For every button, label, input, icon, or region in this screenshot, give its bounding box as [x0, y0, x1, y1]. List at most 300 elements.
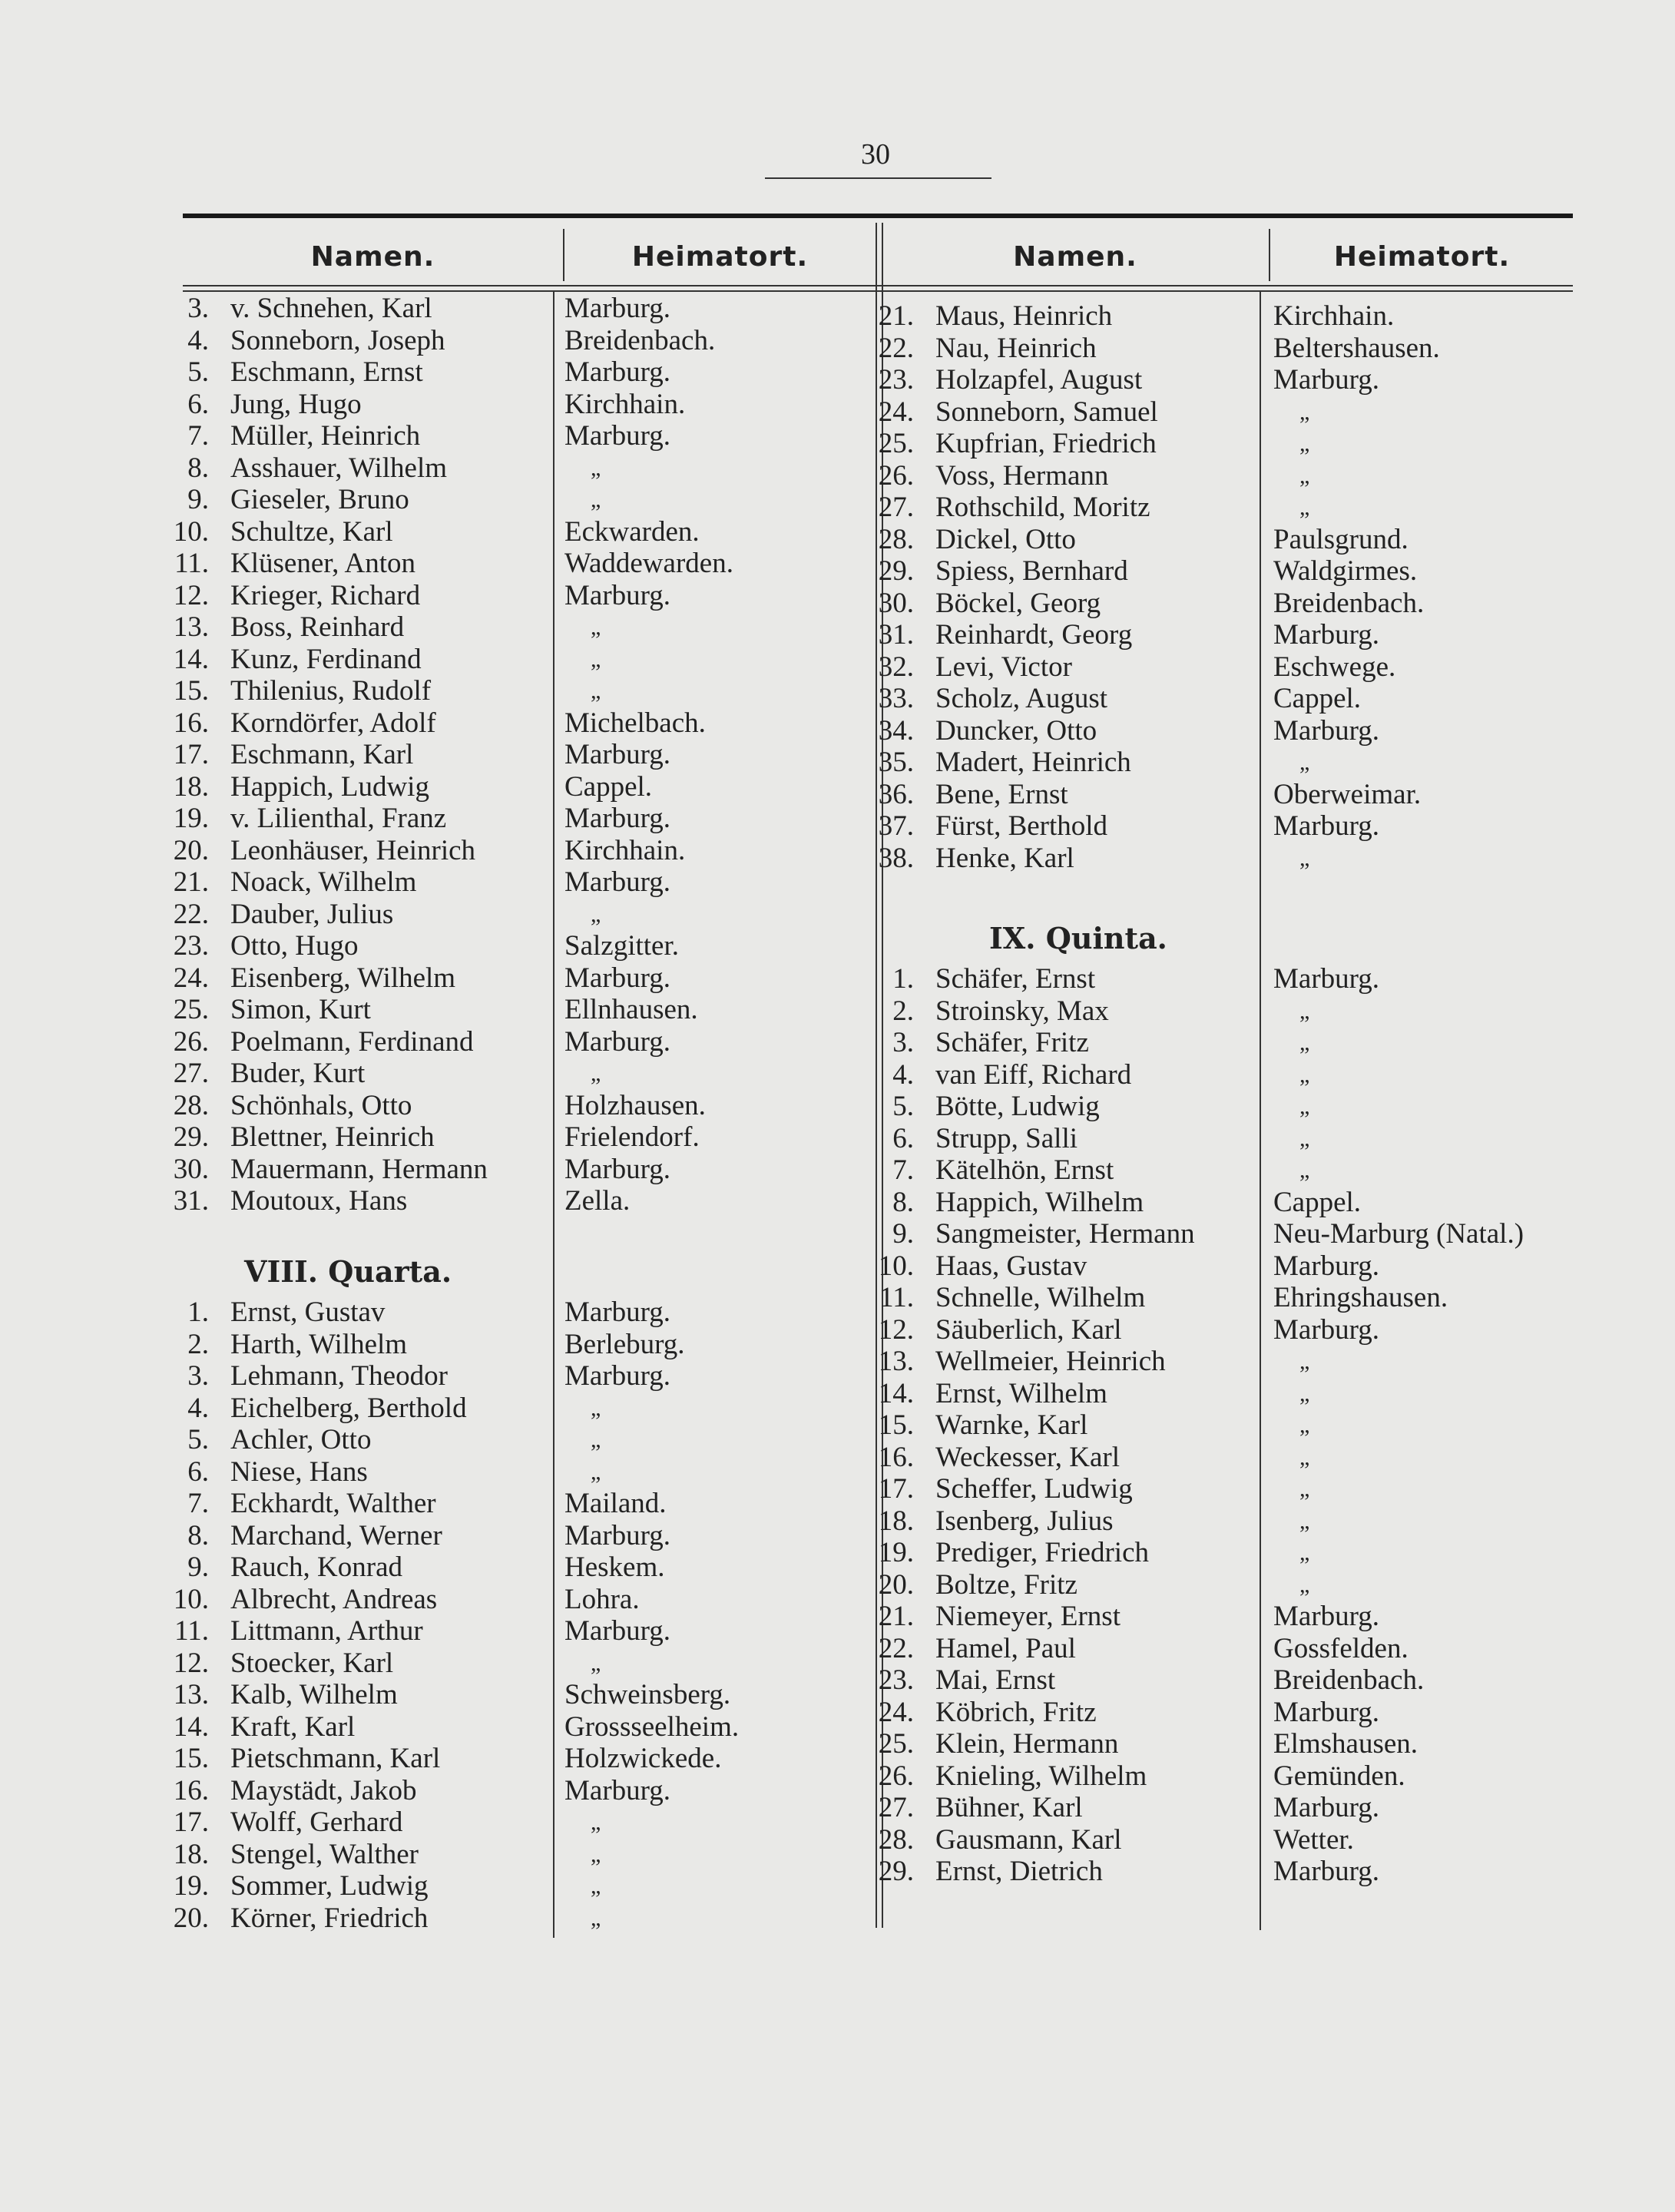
- entry-name: Stroinsky, Max: [935, 995, 1109, 1027]
- entry-name: Eschmann, Karl: [230, 739, 414, 770]
- list-item: [878, 1377, 1310, 1410]
- entry-hometown: Cappel.: [1273, 1186, 1362, 1218]
- entry-number: 11.: [174, 548, 209, 579]
- entry-hometown: Eschwege.: [1273, 651, 1396, 683]
- list-item: [173, 1870, 601, 1902]
- entry-number: 29.: [878, 1856, 914, 1887]
- left-list-part1: [173, 293, 733, 1217]
- entry-number: 9.: [187, 484, 209, 515]
- entry-hometown: Marburg.: [564, 420, 671, 452]
- entry-number: 26.: [878, 1760, 914, 1792]
- entry-name: Schäfer, Ernst: [935, 963, 1096, 995]
- entry-name: Haas, Gustav: [935, 1250, 1087, 1282]
- list-item: [892, 1218, 1524, 1250]
- entry-hometown: „: [591, 1810, 601, 1835]
- entry-name: Rothschild, Moritz: [935, 492, 1150, 523]
- entry-number: 20.: [173, 834, 209, 866]
- entry-hometown: „: [591, 1873, 601, 1899]
- entry-hometown: Grossseelheim.: [564, 1710, 740, 1743]
- list-item: [173, 1121, 700, 1154]
- entry-number: 2.: [892, 995, 914, 1027]
- entry-hometown: Marburg.: [1273, 963, 1380, 995]
- list-item: [878, 1250, 1380, 1283]
- entry-name: Eschmann, Ernst: [230, 356, 423, 388]
- entry-number: 18.: [173, 770, 209, 803]
- entry-number: 6.: [892, 1122, 914, 1154]
- list-item: [878, 1696, 1380, 1729]
- list-item: [878, 523, 1409, 556]
- entry-hometown: Mailand.: [564, 1488, 667, 1519]
- entry-name: Dickel, Otto: [935, 523, 1076, 555]
- entry-number: 13.: [878, 1346, 914, 1377]
- list-item: [173, 1153, 671, 1186]
- entry-number: 3.: [187, 293, 209, 324]
- list-item: [187, 1551, 665, 1584]
- entry-name: Sangmeister, Hermann: [935, 1218, 1195, 1250]
- entry-name: Klein, Hermann: [935, 1728, 1119, 1760]
- entry-number: 19.: [173, 1870, 209, 1902]
- list-item: [187, 1455, 601, 1488]
- column-divider-right-names: [1269, 229, 1270, 281]
- entry-name: Bene, Ernst: [935, 778, 1068, 810]
- entry-hometown: „: [591, 1427, 601, 1452]
- entry-number: 14.: [173, 643, 209, 675]
- entry-number: 19.: [173, 803, 209, 834]
- list-item: [187, 1392, 601, 1425]
- entry-number: 20.: [173, 1902, 209, 1934]
- entry-number: 10.: [878, 1250, 914, 1282]
- entry-hometown: Marburg.: [564, 1153, 671, 1185]
- entry-name: Kalb, Wilhelm: [230, 1679, 398, 1710]
- entry-name: Sommer, Ludwig: [230, 1870, 429, 1902]
- entry-hometown: Kirchhain.: [1273, 300, 1395, 332]
- entry-name: Harth, Wilhelm: [230, 1328, 408, 1360]
- entry-number: 21.: [878, 300, 914, 332]
- entry-number: 3.: [892, 1027, 914, 1058]
- list-item: [187, 1296, 671, 1329]
- entry-name: Hamel, Paul: [935, 1632, 1076, 1664]
- entry-number: 31.: [173, 1185, 209, 1217]
- entry-hometown: Marburg.: [1273, 1313, 1380, 1346]
- entry-hometown: „: [591, 1841, 601, 1867]
- entry-name: Scheffer, Ludwig: [935, 1473, 1133, 1505]
- entry-name: Happich, Wilhelm: [935, 1186, 1144, 1218]
- entry-number: 5.: [187, 1424, 209, 1455]
- entry-hometown: Marburg.: [564, 1615, 671, 1647]
- entry-name: Dauber, Julius: [230, 898, 394, 930]
- entry-name: Littmann, Arthur: [230, 1615, 423, 1647]
- list-item: [173, 1806, 601, 1839]
- list-item: [187, 388, 686, 421]
- list-item: [174, 1615, 671, 1647]
- entry-name: Duncker, Otto: [935, 714, 1097, 747]
- entry-hometown: Marburg.: [1273, 1856, 1380, 1887]
- entry-number: 29.: [878, 555, 914, 587]
- entry-number: 20.: [878, 1568, 914, 1601]
- entry-name: Moutoux, Hans: [230, 1185, 408, 1217]
- entry-hometown: „: [1299, 1571, 1310, 1598]
- entry-name: Säuberlich, Karl: [935, 1313, 1122, 1346]
- list-item: [878, 1473, 1310, 1505]
- entry-number: 28.: [173, 1089, 209, 1121]
- list-item: [173, 770, 653, 803]
- list-item: [187, 420, 671, 452]
- entry-hometown: Marburg.: [564, 1025, 671, 1058]
- entry-name: Kraft, Karl: [230, 1710, 356, 1743]
- list-item: [878, 1601, 1380, 1633]
- entry-number: 26.: [173, 1025, 209, 1058]
- table-header-rule-2: [183, 290, 1573, 292]
- entry-name: Achler, Otto: [230, 1424, 372, 1455]
- entry-number: 14.: [173, 1710, 209, 1743]
- entry-number: 25.: [878, 428, 914, 459]
- section-title-quinta: IX. Quinta.: [989, 921, 1167, 955]
- entry-name: Pietschmann, Karl: [230, 1743, 441, 1774]
- entry-hometown: Marburg.: [564, 739, 671, 770]
- entry-hometown: „: [1299, 462, 1310, 488]
- entry-hometown: „: [1299, 1412, 1310, 1438]
- entry-hometown: Marburg.: [564, 866, 671, 898]
- list-item: [878, 459, 1310, 492]
- entry-number: 37.: [878, 810, 914, 842]
- entry-number: 8.: [187, 452, 209, 484]
- list-item: [173, 675, 601, 707]
- list-item: [187, 324, 716, 357]
- entry-number: 7.: [892, 1154, 914, 1186]
- entry-hometown: „: [591, 455, 601, 481]
- list-item: [173, 1774, 671, 1807]
- entry-number: 7.: [187, 420, 209, 452]
- entry-name: Schönhals, Otto: [230, 1089, 412, 1121]
- entry-number: 4.: [187, 1392, 209, 1424]
- entry-hometown: Breidenbach.: [564, 324, 716, 356]
- entry-name: Poelmann, Ferdinand: [230, 1025, 474, 1058]
- entry-name: Mai, Ernst: [935, 1664, 1056, 1696]
- entry-number: 16.: [173, 707, 209, 739]
- entry-name: Rauch, Konrad: [230, 1551, 402, 1583]
- entry-hometown: Marburg.: [1273, 714, 1380, 747]
- entry-number: 3.: [187, 1360, 209, 1392]
- entry-hometown: Marburg.: [564, 1519, 671, 1551]
- entry-name: Krieger, Richard: [230, 579, 421, 611]
- entry-name: Voss, Hermann: [935, 459, 1109, 492]
- entry-name: Strupp, Salli: [935, 1122, 1078, 1154]
- entry-number: 13.: [173, 611, 209, 643]
- entry-hometown: Marburg.: [1273, 1696, 1380, 1728]
- entry-hometown: „: [1299, 1476, 1310, 1502]
- list-item: [878, 1409, 1310, 1442]
- entry-hometown: Holzwickede.: [564, 1743, 722, 1774]
- entry-name: Asshauer, Wilhelm: [230, 452, 448, 484]
- entry-name: Jung, Hugo: [230, 388, 362, 420]
- entry-hometown: Marburg.: [564, 293, 671, 324]
- entry-name: van Eiff, Richard: [935, 1058, 1132, 1091]
- entry-hometown: „: [591, 487, 601, 512]
- list-item: [173, 1679, 731, 1711]
- entry-number: 8.: [187, 1519, 209, 1551]
- entry-number: 2.: [187, 1328, 209, 1360]
- entry-hometown: Holzhausen.: [564, 1089, 706, 1121]
- entry-name: Ernst, Wilhelm: [935, 1377, 1107, 1409]
- entry-name: Wolff, Gerhard: [230, 1806, 403, 1838]
- list-item: [187, 1519, 671, 1552]
- entry-hometown: Kirchhain.: [564, 834, 686, 866]
- entry-name: Ernst, Gustav: [230, 1296, 386, 1328]
- entry-hometown: Kirchhain.: [564, 388, 686, 420]
- entry-hometown: Oberweimar.: [1273, 778, 1422, 810]
- entry-name: Niemeyer, Ernst: [935, 1601, 1121, 1632]
- entry-number: 22.: [878, 1632, 914, 1664]
- entry-hometown: Frielendorf.: [564, 1121, 700, 1153]
- entry-name: Kupfrian, Friedrich: [935, 428, 1157, 459]
- entry-number: 36.: [878, 778, 914, 810]
- entry-hometown: Waddewarden.: [564, 548, 733, 579]
- entry-hometown: Wetter.: [1273, 1823, 1354, 1856]
- list-item: [878, 747, 1310, 779]
- entry-number: 26.: [878, 459, 914, 492]
- header-place-right: Heimatort.: [1333, 241, 1511, 273]
- list-item: [187, 484, 601, 516]
- list-item: [173, 1185, 631, 1217]
- entry-name: Wellmeier, Heinrich: [935, 1346, 1166, 1377]
- entry-number: 11.: [879, 1282, 914, 1313]
- entry-name: Buder, Kurt: [230, 1058, 366, 1089]
- entry-number: 6.: [187, 388, 209, 420]
- list-item: [878, 1505, 1310, 1538]
- list-item: [878, 396, 1310, 429]
- list-item: [892, 963, 1380, 995]
- entry-hometown: Marburg.: [564, 803, 671, 834]
- entry-number: 23.: [878, 364, 914, 396]
- entry-name: Isenberg, Julius: [935, 1505, 1114, 1537]
- entry-name: Müller, Heinrich: [230, 420, 421, 452]
- entry-number: 21.: [173, 866, 209, 898]
- column-divider-center-a: [876, 223, 877, 1928]
- entry-hometown: Marburg.: [564, 962, 671, 994]
- entry-hometown: Beltershausen.: [1273, 332, 1440, 364]
- list-item: [892, 1027, 1310, 1059]
- entry-name: Gausmann, Karl: [935, 1823, 1122, 1856]
- entry-number: 25.: [878, 1728, 914, 1760]
- entry-name: Schultze, Karl: [230, 515, 393, 548]
- entry-hometown: „: [1299, 998, 1310, 1024]
- entry-name: Otto, Hugo: [230, 930, 359, 962]
- right-list-part2: [878, 963, 1524, 1888]
- list-item: [878, 332, 1440, 365]
- entry-hometown: „: [1299, 1125, 1310, 1151]
- entry-number: 6.: [187, 1455, 209, 1488]
- entry-number: 12.: [173, 579, 209, 611]
- entry-number: 25.: [173, 994, 209, 1025]
- entry-number: 17.: [173, 1806, 209, 1838]
- entry-name: Korndörfer, Adolf: [230, 707, 436, 739]
- entry-name: v. Lilienthal, Franz: [230, 803, 447, 834]
- entry-number: 7.: [187, 1488, 209, 1519]
- entry-number: 16.: [173, 1774, 209, 1806]
- entry-name: Simon, Kurt: [230, 994, 371, 1025]
- entry-hometown: „: [1299, 1540, 1310, 1565]
- list-item: [173, 1647, 601, 1680]
- list-item: [892, 1186, 1362, 1219]
- entry-number: 24.: [878, 396, 914, 428]
- entry-number: 9.: [187, 1551, 209, 1583]
- section-title-quarta: VIII. Quarta.: [244, 1254, 452, 1289]
- entry-hometown: „: [591, 646, 601, 672]
- entry-hometown: Ehringshausen.: [1273, 1282, 1448, 1313]
- list-item: [892, 995, 1310, 1028]
- entry-hometown: „: [1299, 1157, 1310, 1183]
- entry-hometown: Marburg.: [1273, 810, 1380, 842]
- entry-number: 10.: [173, 1583, 209, 1615]
- entry-number: 4.: [892, 1058, 914, 1091]
- entry-number: 9.: [892, 1218, 914, 1250]
- list-item: [173, 898, 601, 931]
- page-number-rule: [765, 177, 991, 179]
- page-number: 30: [861, 138, 890, 171]
- entry-name: Reinhardt, Georg: [935, 619, 1133, 651]
- entry-hometown: Cappel.: [564, 770, 653, 803]
- entry-number: 33.: [878, 683, 914, 714]
- entry-hometown: Ellnhausen.: [564, 994, 698, 1025]
- list-item: [173, 1838, 601, 1871]
- entry-name: Schnelle, Wilhelm: [935, 1282, 1146, 1313]
- entry-name: Maus, Heinrich: [935, 300, 1113, 332]
- list-item: [187, 1488, 667, 1520]
- entry-hometown: Marburg.: [1273, 1601, 1380, 1632]
- list-item: [878, 1313, 1380, 1346]
- left-list-part2: [173, 1296, 740, 1934]
- entry-number: 35.: [878, 747, 914, 778]
- column-divider-left-body: [553, 290, 554, 1938]
- entry-hometown: Marburg.: [564, 356, 671, 388]
- entry-number: 34.: [878, 714, 914, 747]
- list-item: [173, 707, 706, 740]
- entry-number: 12.: [878, 1313, 914, 1346]
- entry-number: 24.: [878, 1696, 914, 1728]
- entry-hometown: Breidenbach.: [1273, 587, 1425, 619]
- entry-hometown: „: [591, 901, 601, 927]
- entry-hometown: Lohra.: [564, 1583, 640, 1615]
- entry-hometown: „: [1299, 431, 1310, 456]
- entry-hometown: Marburg.: [564, 1296, 671, 1328]
- entry-hometown: „: [1299, 1030, 1310, 1055]
- entry-name: Fürst, Berthold: [935, 810, 1108, 842]
- list-item: [878, 651, 1396, 684]
- entry-name: Holzapfel, August: [935, 364, 1143, 396]
- list-item: [878, 1346, 1310, 1378]
- list-item: [878, 1823, 1354, 1856]
- entry-name: Boltze, Fritz: [935, 1568, 1077, 1601]
- entry-number: 10.: [173, 515, 209, 548]
- entry-name: Köbrich, Fritz: [935, 1696, 1097, 1728]
- entry-number: 15.: [878, 1409, 914, 1441]
- entry-name: Stoecker, Karl: [230, 1647, 394, 1679]
- header-names-left: Namen.: [310, 241, 435, 273]
- entry-name: Scholz, August: [935, 683, 1108, 714]
- entry-hometown: „: [1299, 1349, 1310, 1374]
- entry-number: 4.: [187, 324, 209, 356]
- entry-name: Körner, Friedrich: [230, 1902, 429, 1934]
- entry-name: Bötte, Ludwig: [935, 1091, 1100, 1122]
- entry-name: Levi, Victor: [935, 651, 1072, 683]
- list-item: [173, 994, 698, 1026]
- entry-hometown: „: [1299, 750, 1310, 775]
- entry-number: 8.: [892, 1186, 914, 1218]
- entry-number: 23.: [173, 930, 209, 962]
- entry-hometown: Eckwarden.: [564, 515, 700, 548]
- entry-hometown: „: [1299, 495, 1310, 520]
- entry-name: Lehmann, Theodor: [230, 1360, 448, 1392]
- list-item: [878, 587, 1425, 620]
- entry-name: Böckel, Georg: [935, 587, 1101, 619]
- entry-number: 14.: [878, 1377, 914, 1409]
- column-divider-right-body: [1260, 290, 1261, 1930]
- list-item: [878, 364, 1380, 396]
- entry-number: 5.: [892, 1091, 914, 1122]
- entry-name: Eisenberg, Wilhelm: [230, 962, 456, 994]
- entry-number: 5.: [187, 356, 209, 388]
- list-item: [173, 834, 686, 867]
- entry-hometown: „: [591, 1650, 601, 1676]
- entry-name: Schäfer, Fritz: [935, 1027, 1089, 1058]
- entry-name: Henke, Karl: [935, 842, 1074, 874]
- entry-number: 27.: [878, 1792, 914, 1823]
- entry-number: 12.: [173, 1647, 209, 1679]
- list-item: [173, 803, 671, 835]
- entry-number: 32.: [878, 651, 914, 683]
- entry-name: Blettner, Heinrich: [230, 1121, 435, 1153]
- list-item: [173, 962, 671, 995]
- entry-name: Stengel, Walther: [230, 1838, 419, 1870]
- entry-name: Boss, Reinhard: [230, 611, 405, 643]
- list-item: [173, 611, 601, 644]
- list-item: [173, 1902, 601, 1935]
- list-item: [173, 643, 601, 676]
- entry-number: 21.: [878, 1601, 914, 1632]
- list-item: [892, 1091, 1310, 1123]
- entry-hometown: Marburg.: [564, 1360, 671, 1392]
- entry-name: Kunz, Ferdinand: [230, 643, 422, 675]
- list-item: [878, 1441, 1310, 1474]
- entry-hometown: „: [1299, 1094, 1310, 1119]
- entry-name: Kätelhön, Ernst: [935, 1154, 1114, 1186]
- table-header-rule: [183, 285, 1573, 286]
- entry-name: Leonhäuser, Heinrich: [230, 834, 476, 866]
- list-item: [878, 1728, 1418, 1760]
- entry-number: 17.: [173, 739, 209, 770]
- entry-number: 27.: [878, 492, 914, 523]
- entry-name: Mauermann, Hermann: [230, 1153, 488, 1185]
- list-item: [892, 1154, 1310, 1187]
- list-item: [878, 300, 1395, 333]
- entry-name: Happich, Ludwig: [230, 770, 429, 803]
- entry-number: 11.: [174, 1615, 209, 1647]
- list-item: [187, 293, 671, 325]
- entry-hometown: Breidenbach.: [1273, 1664, 1425, 1696]
- entry-hometown: Marburg.: [1273, 1250, 1380, 1282]
- entry-hometown: Marburg.: [564, 579, 671, 611]
- entry-number: 16.: [878, 1441, 914, 1473]
- entry-name: Warnke, Karl: [935, 1409, 1088, 1441]
- list-item: [878, 1856, 1380, 1888]
- list-item: [173, 1583, 640, 1616]
- entry-number: 15.: [173, 1743, 209, 1774]
- entry-hometown: „: [591, 1905, 601, 1931]
- list-item: [878, 810, 1380, 843]
- entry-hometown: Neu-Marburg (Natal.): [1273, 1218, 1524, 1250]
- entry-name: Ernst, Dietrich: [935, 1856, 1103, 1887]
- entry-name: v. Schnehen, Karl: [230, 293, 432, 324]
